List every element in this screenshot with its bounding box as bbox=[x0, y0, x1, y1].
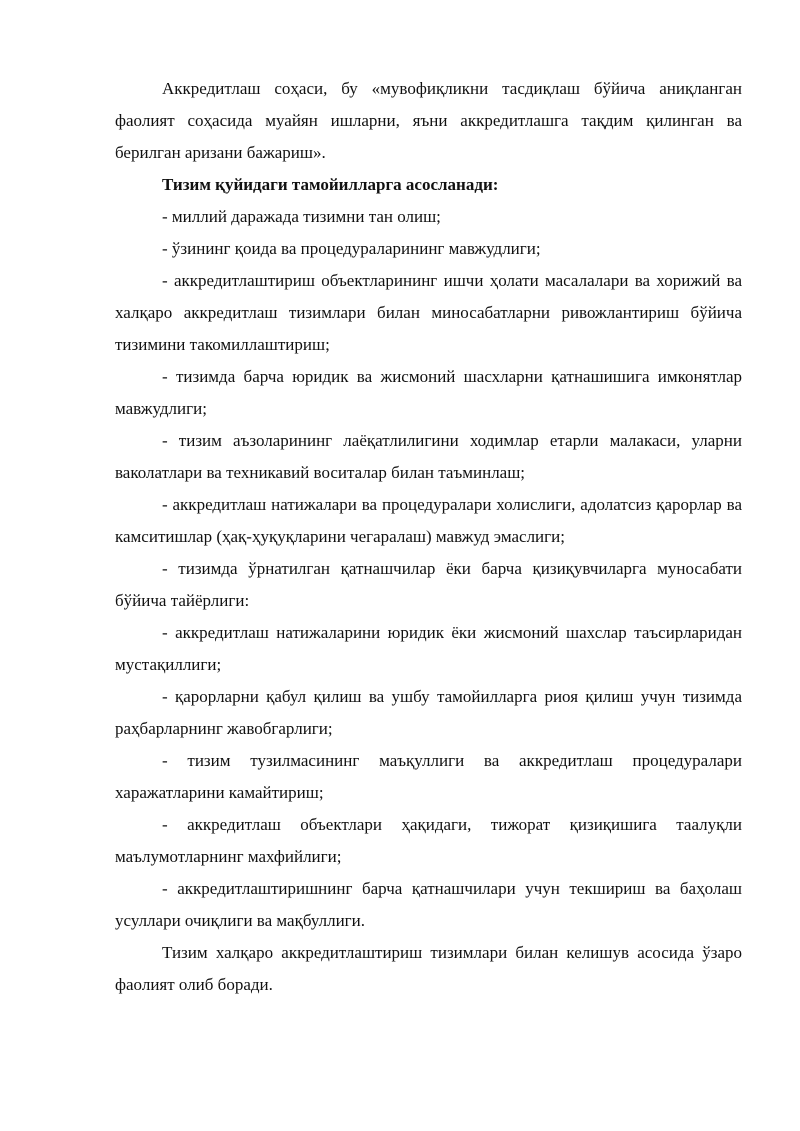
list-item: - миллий даражада тизимни тан олиш; bbox=[162, 207, 441, 226]
list-item: - аккредитлаштириш объектларининг ишчи ҳолати масалалари ва хорижий ва халқаро аккредитлаш тизимлари билан миносабатларни ривожлантириш бўйича тизимини такомиллаштириш; bbox=[115, 271, 742, 354]
list-item: - ўзининг қоида ва процедураларининг мавжудлиги; bbox=[162, 239, 541, 258]
list-item: - аккредитлаштиришнинг барча қатнашчилари учун текшириш ва баҳолаш усуллари очиқлиги ва мақбуллиги. bbox=[115, 879, 742, 930]
list-item: - тизимда ўрнатилган қатнашчилар ёки барча қизиқувчиларга муносабати бўйича тайёрлиги: bbox=[115, 559, 742, 610]
list-item: - аккредитлаш натижаларини юридик ёки жисмоний шахслар таъсирларидан мустақиллиги; bbox=[115, 623, 742, 674]
list-item: - аккредитлаш объектлари ҳақидаги, тижорат қизиқишига таалуқли маълумотларнинг махфийлиги; bbox=[115, 815, 742, 866]
document-page bbox=[115, 73, 742, 1001]
list-item: - тизимда барча юридик ва жисмоний шасхларни қатнашишига имконятлар мавжудлиги; bbox=[115, 367, 742, 418]
principles-heading: Тизим қуйидаги тамойилларга асосланади: bbox=[162, 175, 499, 194]
intro-paragraph: Аккредитлаш соҳаси, бу «мувофиқликни тасдиқлаш бўйича аниқланган фаолият соҳасида муайян ишларни, яъни аккредитлашга тақдим қилинган ва берилган аризани бажариш». bbox=[115, 79, 742, 162]
list-item: - қарорларни қабул қилиш ва ушбу тамойилларга риоя қилиш учун тизимда раҳбарларнинг жавобгарлиги; bbox=[115, 687, 742, 738]
list-item: - аккредитлаш натижалари ва процедуралари холислиги, адолатсиз қарорлар ва камситишлар (ҳақ-ҳуқуқларини чегаралаш) мавжуд эмаслиги; bbox=[115, 495, 742, 546]
list-item: - тизим аъзоларининг лаёқатлилигини ходимлар етарли малакаси, уларни ваколатлари ва техникавий воситалар билан таъминлаш; bbox=[115, 431, 742, 482]
closing-paragraph: Тизим халқаро аккредитлаштириш тизимлари билан келишув асосида ўзаро фаолият олиб боради. bbox=[115, 943, 742, 994]
list-item: - тизим тузилмасининг маъқуллиги ва аккредитлаш процедуралари харажатларини камайтириш; bbox=[115, 751, 742, 802]
